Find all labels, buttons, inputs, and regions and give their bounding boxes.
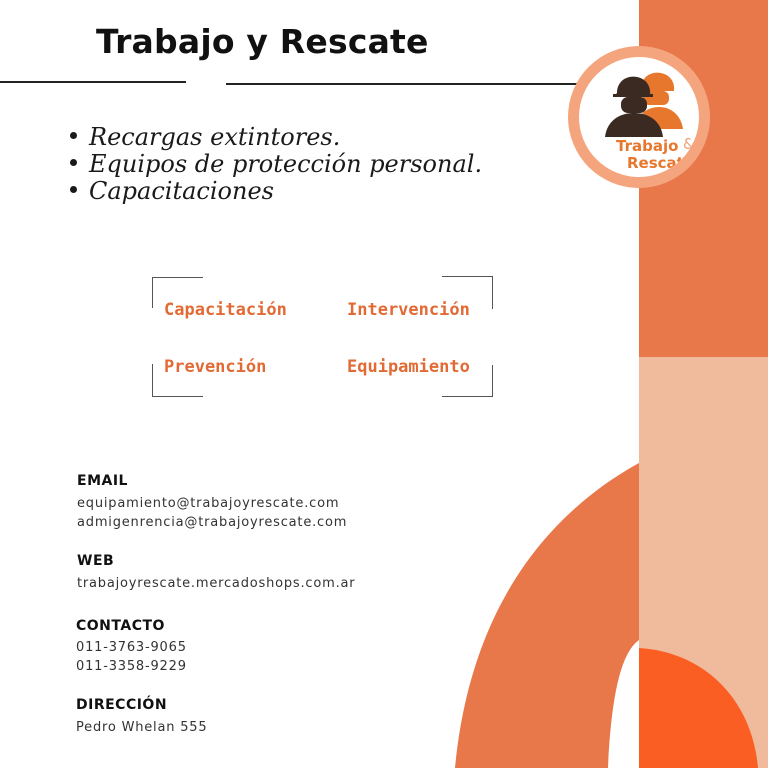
logo-text-line1: Trabajo [616, 137, 679, 155]
logo-ampersand: & [683, 135, 695, 153]
bullet-item: Equipos de protección personal. [70, 151, 482, 178]
logo-text-line2: Rescate [627, 154, 695, 172]
contact-label: CONTACTO [76, 618, 165, 634]
phone-number[interactable]: 011-3358-9229 [76, 659, 187, 674]
deep-orange-half-disc [639, 648, 758, 768]
web-link[interactable]: trabajoyrescate.mercadoshops.com.ar [77, 576, 356, 591]
title-rule-left [0, 81, 186, 83]
service-intervencion: Intervención [347, 300, 470, 320]
large-orange-arc [455, 463, 639, 768]
email-link[interactable]: admigenrencia@trabajoyrescate.com [77, 515, 348, 530]
bullet-dot-icon [70, 132, 77, 139]
service-prevencion: Prevención [164, 357, 267, 377]
bullet-item: Recargas extintores. [70, 124, 482, 151]
bullet-item: Capacitaciones [70, 178, 482, 205]
bullet-dot-icon [70, 159, 77, 166]
bullet-dot-icon [70, 186, 77, 193]
email-link[interactable]: equipamiento@trabajoyrescate.com [77, 496, 340, 511]
service-equipamiento: Equipamiento [347, 357, 470, 377]
brand-logo [568, 46, 710, 188]
services-bullet-list [70, 124, 482, 205]
address-label: DIRECCIÓN [76, 697, 168, 713]
web-label: WEB [77, 553, 115, 569]
email-label: EMAIL [77, 473, 128, 489]
address-value: Pedro Whelan 555 [76, 720, 208, 735]
page-title: Trabajo y Rescate [96, 22, 429, 61]
service-capacitacion: Capacitación [164, 300, 287, 320]
brand-logo-inner [579, 57, 699, 177]
title-rule-right [226, 83, 588, 85]
phone-number[interactable]: 011-3763-9065 [76, 640, 187, 655]
